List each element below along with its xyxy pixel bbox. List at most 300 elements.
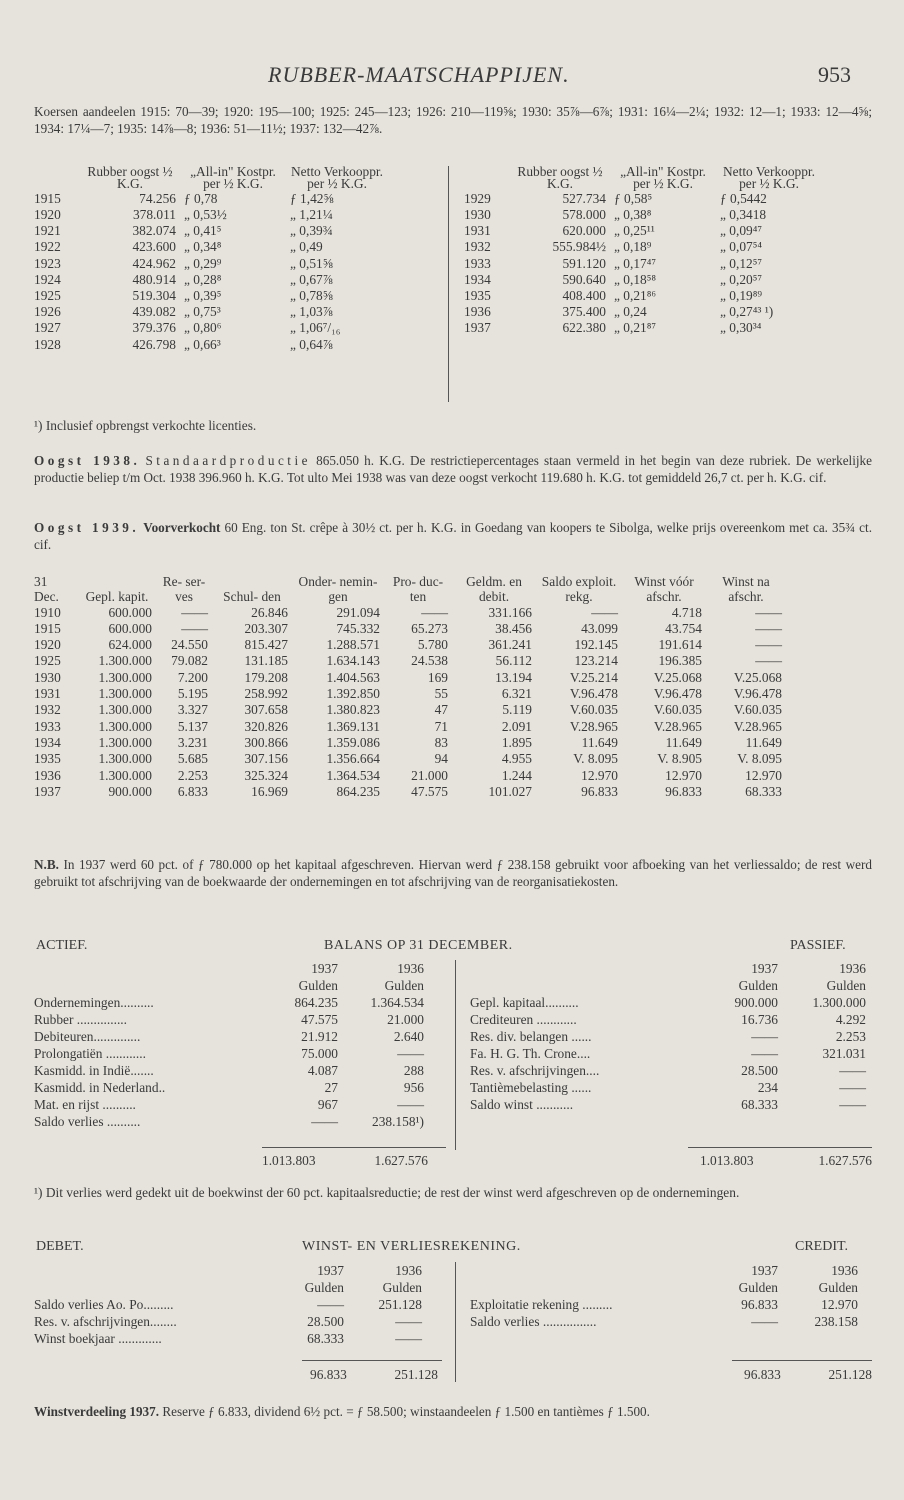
table-cell: 1915 <box>34 190 61 206</box>
balance-row <box>30 1096 428 1113</box>
table-cell: 24.550 <box>171 637 208 653</box>
balans-footnote: ¹) Dit verlies werd gedekt uit de boekwinst der 60 pct. kapitaalsreductie; de rest der winst werd afgeschreven op de ondernemingen. <box>34 1185 740 1200</box>
table-cell: „ 0,20⁵⁷ <box>720 271 763 287</box>
balance-row <box>466 1028 870 1045</box>
table-cell: 47.575 <box>301 1012 338 1027</box>
table-row <box>460 272 822 288</box>
table-cell: „ 0,18⁹ <box>614 239 652 255</box>
table-cell: 1927 <box>34 320 61 336</box>
table-cell: 439.082 <box>132 304 176 320</box>
table-cell: 1.359.086 <box>326 734 380 750</box>
table-cell: Rubber ............... <box>34 1012 127 1027</box>
footnote-licenties: ¹) Inclusief opbrengst verkochte licenties. <box>34 418 257 433</box>
table-cell: 519.304 <box>132 288 176 304</box>
table-cell: 1.300.000 <box>812 995 866 1010</box>
table-cell: 600.000 <box>108 620 152 636</box>
table-cell: 1915 <box>34 620 61 636</box>
table-cell: V.60.035 <box>733 702 782 718</box>
table-cell: 196.385 <box>658 653 702 669</box>
table-cell: ƒ 0,58⁵ <box>614 190 653 206</box>
table-row <box>30 239 388 255</box>
table-cell: 251.128 <box>378 1297 422 1312</box>
table-cell: 68.333 <box>741 1097 778 1112</box>
table-cell: 900.000 <box>734 995 778 1010</box>
table-header-row <box>30 574 786 605</box>
table-cell: 1.300.000 <box>98 686 152 702</box>
table-cell: 21.000 <box>387 1012 424 1027</box>
table-cell: 622.380 <box>562 320 606 336</box>
table-cell: —— <box>839 1080 866 1095</box>
table-cell: 2.253 <box>177 767 208 783</box>
table-cell: 47.575 <box>411 783 448 799</box>
table-cell: 65.273 <box>411 620 448 636</box>
table-cell: 1.380.823 <box>326 702 380 718</box>
page-number: 953 <box>818 62 851 87</box>
table-cell: 3.327 <box>177 702 208 718</box>
table-cell: „ 0,3418 <box>720 207 767 223</box>
table-cell: „ 0,51⅝ <box>290 255 333 271</box>
table-cell: Res. div. belangen ...... <box>470 1029 592 1044</box>
table-cell: 1925 <box>34 653 61 669</box>
table-cell: 5.195 <box>177 686 208 702</box>
table-cell: 21.000 <box>411 767 448 783</box>
table-cell: V. 8.905 <box>657 751 702 767</box>
table-cell: 16.969 <box>251 783 288 799</box>
table-cell: 307.156 <box>244 751 288 767</box>
account-row <box>30 1296 426 1313</box>
table-cell: —— <box>395 1331 422 1346</box>
table-cell: 75.000 <box>301 1046 338 1061</box>
table-cell: 26.846 <box>251 604 288 620</box>
table-cell: „ 0,39¾ <box>290 223 333 239</box>
table-cell: 238.158¹) <box>372 1114 424 1129</box>
table-cell: „ 0,64⅞ <box>290 336 333 352</box>
table-cell: 74.256 <box>139 190 176 206</box>
table-cell: 288 <box>403 1063 424 1078</box>
table-cell: Mat. en rijst .......... <box>34 1097 136 1112</box>
table-cell: 5.119 <box>502 702 532 718</box>
table-cell: —— <box>839 1063 866 1078</box>
table-cell: „ 0,41⁵ <box>184 223 222 239</box>
table-cell: „ 0,30³⁴ <box>720 320 762 336</box>
table-cell: 1930 <box>34 669 61 685</box>
table-cell: —— <box>397 1046 424 1061</box>
table-cell: 1932 <box>34 702 61 718</box>
table-cell: 169 <box>427 669 448 685</box>
table-row <box>30 272 388 288</box>
table-cell: 56.112 <box>495 653 532 669</box>
table-cell: 1.300.000 <box>98 734 152 750</box>
running-title: RUBBER-MAATSCHAPPIJEN. <box>268 62 570 87</box>
table-cell: 325.324 <box>244 767 288 783</box>
col-rubber-oogst: Rubber oogst ½ K.G. <box>87 164 173 192</box>
financial-history-table <box>30 574 786 800</box>
production-table-right <box>460 166 822 337</box>
table-row <box>460 239 822 255</box>
table-cell: 1.300.000 <box>98 751 152 767</box>
table-cell: „ 0,39⁵ <box>184 288 222 304</box>
table-cell: V.96.478 <box>653 686 702 702</box>
table-cell: 1926 <box>34 304 61 320</box>
table-cell: 94 <box>434 751 448 767</box>
table-cell: 55 <box>434 686 448 702</box>
table-cell: —— <box>755 653 782 669</box>
table-cell: „ 0,09⁴⁷ <box>720 223 763 239</box>
table-row <box>30 304 388 320</box>
table-cell: V.60.035 <box>569 702 618 718</box>
table-cell: 1928 <box>34 336 61 352</box>
table-cell: 83 <box>434 734 448 750</box>
table-cell: „ 1,03⅞ <box>290 304 333 320</box>
table-cell: „ 0,29⁹ <box>184 255 222 271</box>
table-row <box>30 288 388 304</box>
balance-row <box>466 1079 870 1096</box>
table-header-row <box>30 166 388 191</box>
table-cell: 123.214 <box>574 653 618 669</box>
table-cell: 1933 <box>34 718 61 734</box>
table-cell: 12.970 <box>581 767 618 783</box>
balans-passief-table: 1937 1936 Gulden Gulden Gepl. kapitaal.......... 900.000 1.300.000 Crediteuren ............ 16.736 4.292 Res. div. belangen ...... —— 2.253 Fa. H. G. Th. Crone.... —— 321.031 Res. v. afschrijvingen.... 28.500 —— Tantièmebelasting ...... 234 —— Saldo winst ........... 68.333 —— <box>466 960 870 1113</box>
column-header: 31 Dec. <box>34 574 59 605</box>
table-cell: 68.333 <box>307 1331 344 1346</box>
table-cell: 956 <box>403 1080 424 1095</box>
col-verkoopprijs: Netto Verkooppr. per ½ K.G. <box>723 164 815 192</box>
table-cell: 1925 <box>34 288 61 304</box>
table-row <box>460 223 822 239</box>
balance-row <box>466 1062 870 1079</box>
production-table-left <box>30 166 388 353</box>
table-cell: 13.194 <box>495 669 532 685</box>
table-cell: 375.400 <box>562 304 606 320</box>
winstverdeeling-paragraph <box>34 1404 872 1421</box>
table-cell: 101.027 <box>488 783 532 799</box>
table-cell: „ 0,24 <box>614 304 647 320</box>
table-cell: V.96.478 <box>569 686 618 702</box>
table-cell: 79.082 <box>171 653 208 669</box>
table-row <box>30 768 786 784</box>
table-cell: Kasmidd. in Nederland.. <box>34 1080 166 1095</box>
table-cell: 1936 <box>34 767 61 783</box>
table-cell: 1937 <box>464 320 491 336</box>
balance-row <box>30 994 428 1011</box>
table-cell: 16.736 <box>741 1012 778 1027</box>
table-row <box>30 637 786 653</box>
table-cell: 1922 <box>34 239 61 255</box>
table-cell: 3.231 <box>177 734 208 750</box>
table-cell: —— <box>397 1097 424 1112</box>
table-cell: V. 8.095 <box>573 751 618 767</box>
table-cell: 1931 <box>34 686 61 702</box>
table-cell: 4.087 <box>307 1063 338 1078</box>
balance-row <box>30 1011 428 1028</box>
table-cell: Fa. H. G. Th. Crone.... <box>470 1046 591 1061</box>
table-cell: 96.833 <box>741 1297 778 1312</box>
table-cell: „ 0,78⅝ <box>290 288 333 304</box>
table-cell: „ 0,12⁵⁷ <box>720 255 763 271</box>
table-cell: 4.955 <box>501 751 532 767</box>
table-cell: Saldo verlies .......... <box>34 1114 141 1129</box>
total-rule <box>262 1147 446 1148</box>
table-cell: „ 0,66³ <box>184 336 221 352</box>
oogst-1939-lead: Voorverkocht <box>143 520 221 535</box>
table-cell: 864.235 <box>294 995 338 1010</box>
table-cell: —— <box>755 637 782 653</box>
table-cell: 192.145 <box>574 637 618 653</box>
table-row <box>30 191 388 207</box>
oogst-1938-label: Oogst 1938. <box>34 453 141 468</box>
table-cell: —— <box>591 604 618 620</box>
table-cell: 331.166 <box>488 604 532 620</box>
table-cell: 1923 <box>34 255 61 271</box>
table-cell: 1.300.000 <box>98 669 152 685</box>
table-cell: —— <box>317 1297 344 1312</box>
table-cell: 11.649 <box>581 734 618 750</box>
table-cell: 620.000 <box>562 223 606 239</box>
oogst-1938-paragraph <box>34 453 872 486</box>
table-cell: 967 <box>317 1097 338 1112</box>
table-row <box>30 735 786 751</box>
table-row <box>30 337 388 353</box>
table-cell: 12.970 <box>821 1297 858 1312</box>
table-cell: 815.427 <box>244 637 288 653</box>
table-cell: „ 0,19⁸⁹ <box>720 288 763 304</box>
table-header-row <box>460 166 822 191</box>
table-cell: 68.333 <box>745 783 782 799</box>
table-cell: —— <box>751 1029 778 1044</box>
table-cell: 1934 <box>34 734 61 750</box>
table-cell: „ 0,21⁸⁷ <box>614 320 657 336</box>
wv-totals-left: 96.833 251.128 <box>310 1367 438 1382</box>
balance-row <box>30 1062 428 1079</box>
balance-row <box>30 1028 428 1045</box>
table-cell: 1934 <box>464 271 491 287</box>
table-cell: 11.649 <box>665 734 702 750</box>
table-row <box>30 686 786 702</box>
table-cell: 28.500 <box>741 1063 778 1078</box>
column-header: Schul- den <box>223 589 281 605</box>
column-header: Gepl. kapit. <box>85 589 149 605</box>
table-cell: „ 0,75³ <box>184 304 221 320</box>
table-row <box>30 670 786 686</box>
total-rule <box>732 1360 872 1361</box>
table-cell: 361.241 <box>488 637 532 653</box>
table-row <box>460 256 822 272</box>
table-cell: 1932 <box>464 239 491 255</box>
table-cell: 378.011 <box>132 207 176 223</box>
balance-row <box>466 1045 870 1062</box>
table-cell: V.96.478 <box>733 686 782 702</box>
table-cell: 2.253 <box>835 1029 866 1044</box>
table-row <box>30 621 786 637</box>
table-cell: V.28.965 <box>569 718 618 734</box>
table-cell: 1920 <box>34 207 61 223</box>
table-cell: 1.364.534 <box>326 767 380 783</box>
table-cell: —— <box>311 1114 338 1129</box>
page-header <box>0 62 904 92</box>
table-cell: 4.292 <box>835 1012 866 1027</box>
column-header: Saldo exploit. rekg. <box>541 574 617 605</box>
table-cell: 27 <box>324 1080 338 1095</box>
column-divider <box>455 1262 456 1382</box>
table-cell: 1931 <box>464 223 491 239</box>
table-cell: 5.780 <box>417 637 448 653</box>
table-cell: 600.000 <box>108 604 152 620</box>
wv-debet-table: 1937 1936 Gulden Gulden Saldo verlies Ao. Po......... —— 251.128 Res. v. afschrijvingen........ 28.500 —— Winst boekjaar ............. 68.333 —— <box>30 1262 426 1347</box>
table-cell: 203.307 <box>244 620 288 636</box>
table-cell: Kasmidd. in Indië....... <box>34 1063 154 1078</box>
table-cell: Saldo winst ........... <box>470 1097 574 1112</box>
table-cell: 745.332 <box>336 620 380 636</box>
table-cell: „ 0,28⁸ <box>184 271 222 287</box>
table-cell: 578.000 <box>562 207 606 223</box>
table-cell: 1.369.131 <box>326 718 380 734</box>
table-cell: 38.456 <box>495 620 532 636</box>
table-cell: V.28.965 <box>733 718 782 734</box>
table-cell: 1.288.571 <box>326 637 380 653</box>
table-cell: —— <box>751 1314 778 1329</box>
table-cell: 5.137 <box>177 718 208 734</box>
winstverdeeling-text: Reserve ƒ 6.833, dividend 6½ pct. = ƒ 58.500; winstaandeelen ƒ 1.500 en tantièmes ƒ 1.500. <box>159 1404 650 1419</box>
total-rule <box>688 1147 872 1148</box>
table-cell: V.60.035 <box>653 702 702 718</box>
table-cell: 234 <box>757 1080 778 1095</box>
table-cell: „ 0,38⁸ <box>614 207 652 223</box>
table-cell: 43.099 <box>581 620 618 636</box>
table-cell: V.25.068 <box>653 669 702 685</box>
table-cell: 258.992 <box>244 686 288 702</box>
table-cell: —— <box>755 620 782 636</box>
table-cell: 408.400 <box>562 288 606 304</box>
balans-actief-table: 1937 1936 Gulden Gulden Ondernemingen.......... 864.235 1.364.534 Rubber ............... 47.575 21.000 Debiteuren.............. 21.912 2.640 Prolongatiën ............ 75.000 —— Kasmidd. in Indië....... 4.087 288 Kasmidd. in Nederland.. 27 956 Mat. en rijst .......... 967 —— Saldo verlies .......... —— 238.158¹) <box>30 960 428 1130</box>
nb-text: In 1937 werd 60 pct. of ƒ 780.000 op het kapitaal afgeschreven. Hiervan werd ƒ 238.158 gebruikt voor afboeking van het verliessaldo; de rest werd gebruikt tot afschrijving van de boekwaarde der ondernemingen en tot afschrijving van de reorganisatiekosten. <box>34 857 872 889</box>
table-row <box>30 223 388 239</box>
nb-label: N.B. <box>34 857 59 872</box>
account-row <box>466 1296 862 1313</box>
account-row <box>30 1313 426 1330</box>
table-cell: Ondernemingen.......... <box>34 995 154 1010</box>
table-cell: Prolongatiën ............ <box>34 1046 146 1061</box>
table-cell: 527.734 <box>562 190 606 206</box>
oogst-1938-text: 865.050 h. K.G. De restrictiepercentages staan vermeld in het begin van deze rubriek. De werkelijke productie beliep t/m Oct. 1938 396.960 h. K.G. Tot ulto Mei 1938 was van deze oogst verkocht 119.680 h. K.G. tot gemiddeld 26,7 ct. per h. K.G. cif. <box>34 453 872 485</box>
wv-credit-label: CREDIT. <box>795 1239 849 1254</box>
table-cell: 382.074 <box>132 223 176 239</box>
table-cell: 24.538 <box>411 653 448 669</box>
table-cell: 1.300.000 <box>98 767 152 783</box>
table-cell: ƒ 0,5442 <box>720 190 767 206</box>
wv-title: WINST- EN VERLIESREKENING. <box>302 1239 521 1254</box>
column-divider <box>455 960 456 1150</box>
table-cell: —— <box>181 620 208 636</box>
table-cell: 321.031 <box>822 1046 866 1061</box>
table-cell: 590.640 <box>562 271 606 287</box>
table-cell: 131.185 <box>244 653 288 669</box>
table-cell: —— <box>755 604 782 620</box>
table-cell: Res. v. afschrijvingen.... <box>470 1063 600 1078</box>
table-cell: „ 1,21¼ <box>290 207 333 223</box>
table-cell: 555.984½ <box>552 239 606 255</box>
account-row <box>466 1313 862 1330</box>
table-cell: 1.356.664 <box>326 751 380 767</box>
table-cell: 1933 <box>464 255 491 271</box>
table-cell: 424.962 <box>132 255 176 271</box>
table-cell: 191.614 <box>658 637 702 653</box>
table-row <box>30 256 388 272</box>
table-cell: 379.376 <box>132 320 176 336</box>
winstverdeeling-label: Winstverdeeling 1937. <box>34 1404 160 1419</box>
table-cell: 1.300.000 <box>98 653 152 669</box>
table-cell: 96.833 <box>665 783 702 799</box>
oogst-1938-lead: Standaardproductie <box>145 453 311 468</box>
table-cell: 1.392.850 <box>326 686 380 702</box>
table-cell: 307.658 <box>244 702 288 718</box>
table-row <box>460 207 822 223</box>
table-cell: 7.200 <box>177 669 208 685</box>
table-cell: 1935 <box>464 288 491 304</box>
balance-row <box>466 994 870 1011</box>
oogst-1939-label: Oogst 1939. <box>34 520 140 535</box>
table-cell: 71 <box>434 718 448 734</box>
table-cell: —— <box>751 1046 778 1061</box>
table-cell: 591.120 <box>562 255 606 271</box>
table-cell: 1.300.000 <box>98 718 152 734</box>
oogst-1939-text: 60 Eng. ton St. crêpe à 30½ ct. per h. K.G. in Goedang van koopers te Sibolga, welke prijs overeenkom met ca. 35¾ ct. cif. <box>34 520 872 552</box>
table-row <box>30 207 388 223</box>
table-cell: 1.895 <box>501 734 532 750</box>
wv-totals-right: 96.833 251.128 <box>744 1367 872 1382</box>
balans-title: BALANS OP 31 DECEMBER. <box>324 938 513 953</box>
table-cell: 1924 <box>34 271 61 287</box>
table-cell: „ 0,34⁸ <box>184 239 222 255</box>
column-header: Onder- nemin- gen <box>298 574 378 605</box>
table-cell: Crediteuren ............ <box>470 1012 577 1027</box>
column-divider <box>448 166 449 402</box>
table-cell: Winst boekjaar ............. <box>34 1331 162 1346</box>
table-cell: 320.826 <box>244 718 288 734</box>
table-cell: 1936 <box>464 304 491 320</box>
table-cell: 291.094 <box>336 604 380 620</box>
table-cell: 423.600 <box>132 239 176 255</box>
balans-actief-label: ACTIEF. <box>36 938 88 953</box>
table-cell: 5.685 <box>177 751 208 767</box>
table-cell: Tantièmebelasting ...... <box>470 1080 592 1095</box>
nb-paragraph <box>34 857 872 890</box>
total-rule <box>302 1360 442 1361</box>
col-kostprijs: „All-in" Kostpr. per ½ K.G. <box>620 164 706 192</box>
table-cell: 12.970 <box>745 767 782 783</box>
table-cell: Res. v. afschrijvingen........ <box>34 1314 177 1329</box>
table-cell: 624.000 <box>108 637 152 653</box>
table-cell: 1.244 <box>501 767 532 783</box>
table-cell: 426.798 <box>132 336 176 352</box>
col-kostprijs: „All-in" Kostpr. per ½ K.G. <box>190 164 276 192</box>
table-cell: „ 0,53½ <box>184 207 227 223</box>
balance-row <box>30 1045 428 1062</box>
table-cell: 6.321 <box>501 686 532 702</box>
wv-debet-label: DEBET. <box>36 1239 84 1254</box>
table-row <box>460 288 822 304</box>
table-cell: Debiteuren.............. <box>34 1029 141 1044</box>
table-cell: 2.640 <box>393 1029 424 1044</box>
table-cell: 1920 <box>34 637 61 653</box>
table-cell: 1.404.563 <box>326 669 380 685</box>
column-header: Re- ser- ves <box>162 574 206 605</box>
table-cell: 47 <box>434 702 448 718</box>
table-row <box>460 304 822 320</box>
table-cell: 1935 <box>34 751 61 767</box>
balans-totals-right: 1.013.803 1.627.576 <box>700 1153 872 1168</box>
balans-passief-label: PASSIEF. <box>790 938 846 953</box>
wv-credit-table: 1937 1936 Gulden Gulden Exploitatie rekening ......... 96.833 12.970 Saldo verlies ................ —— 238.158 <box>466 1262 862 1330</box>
